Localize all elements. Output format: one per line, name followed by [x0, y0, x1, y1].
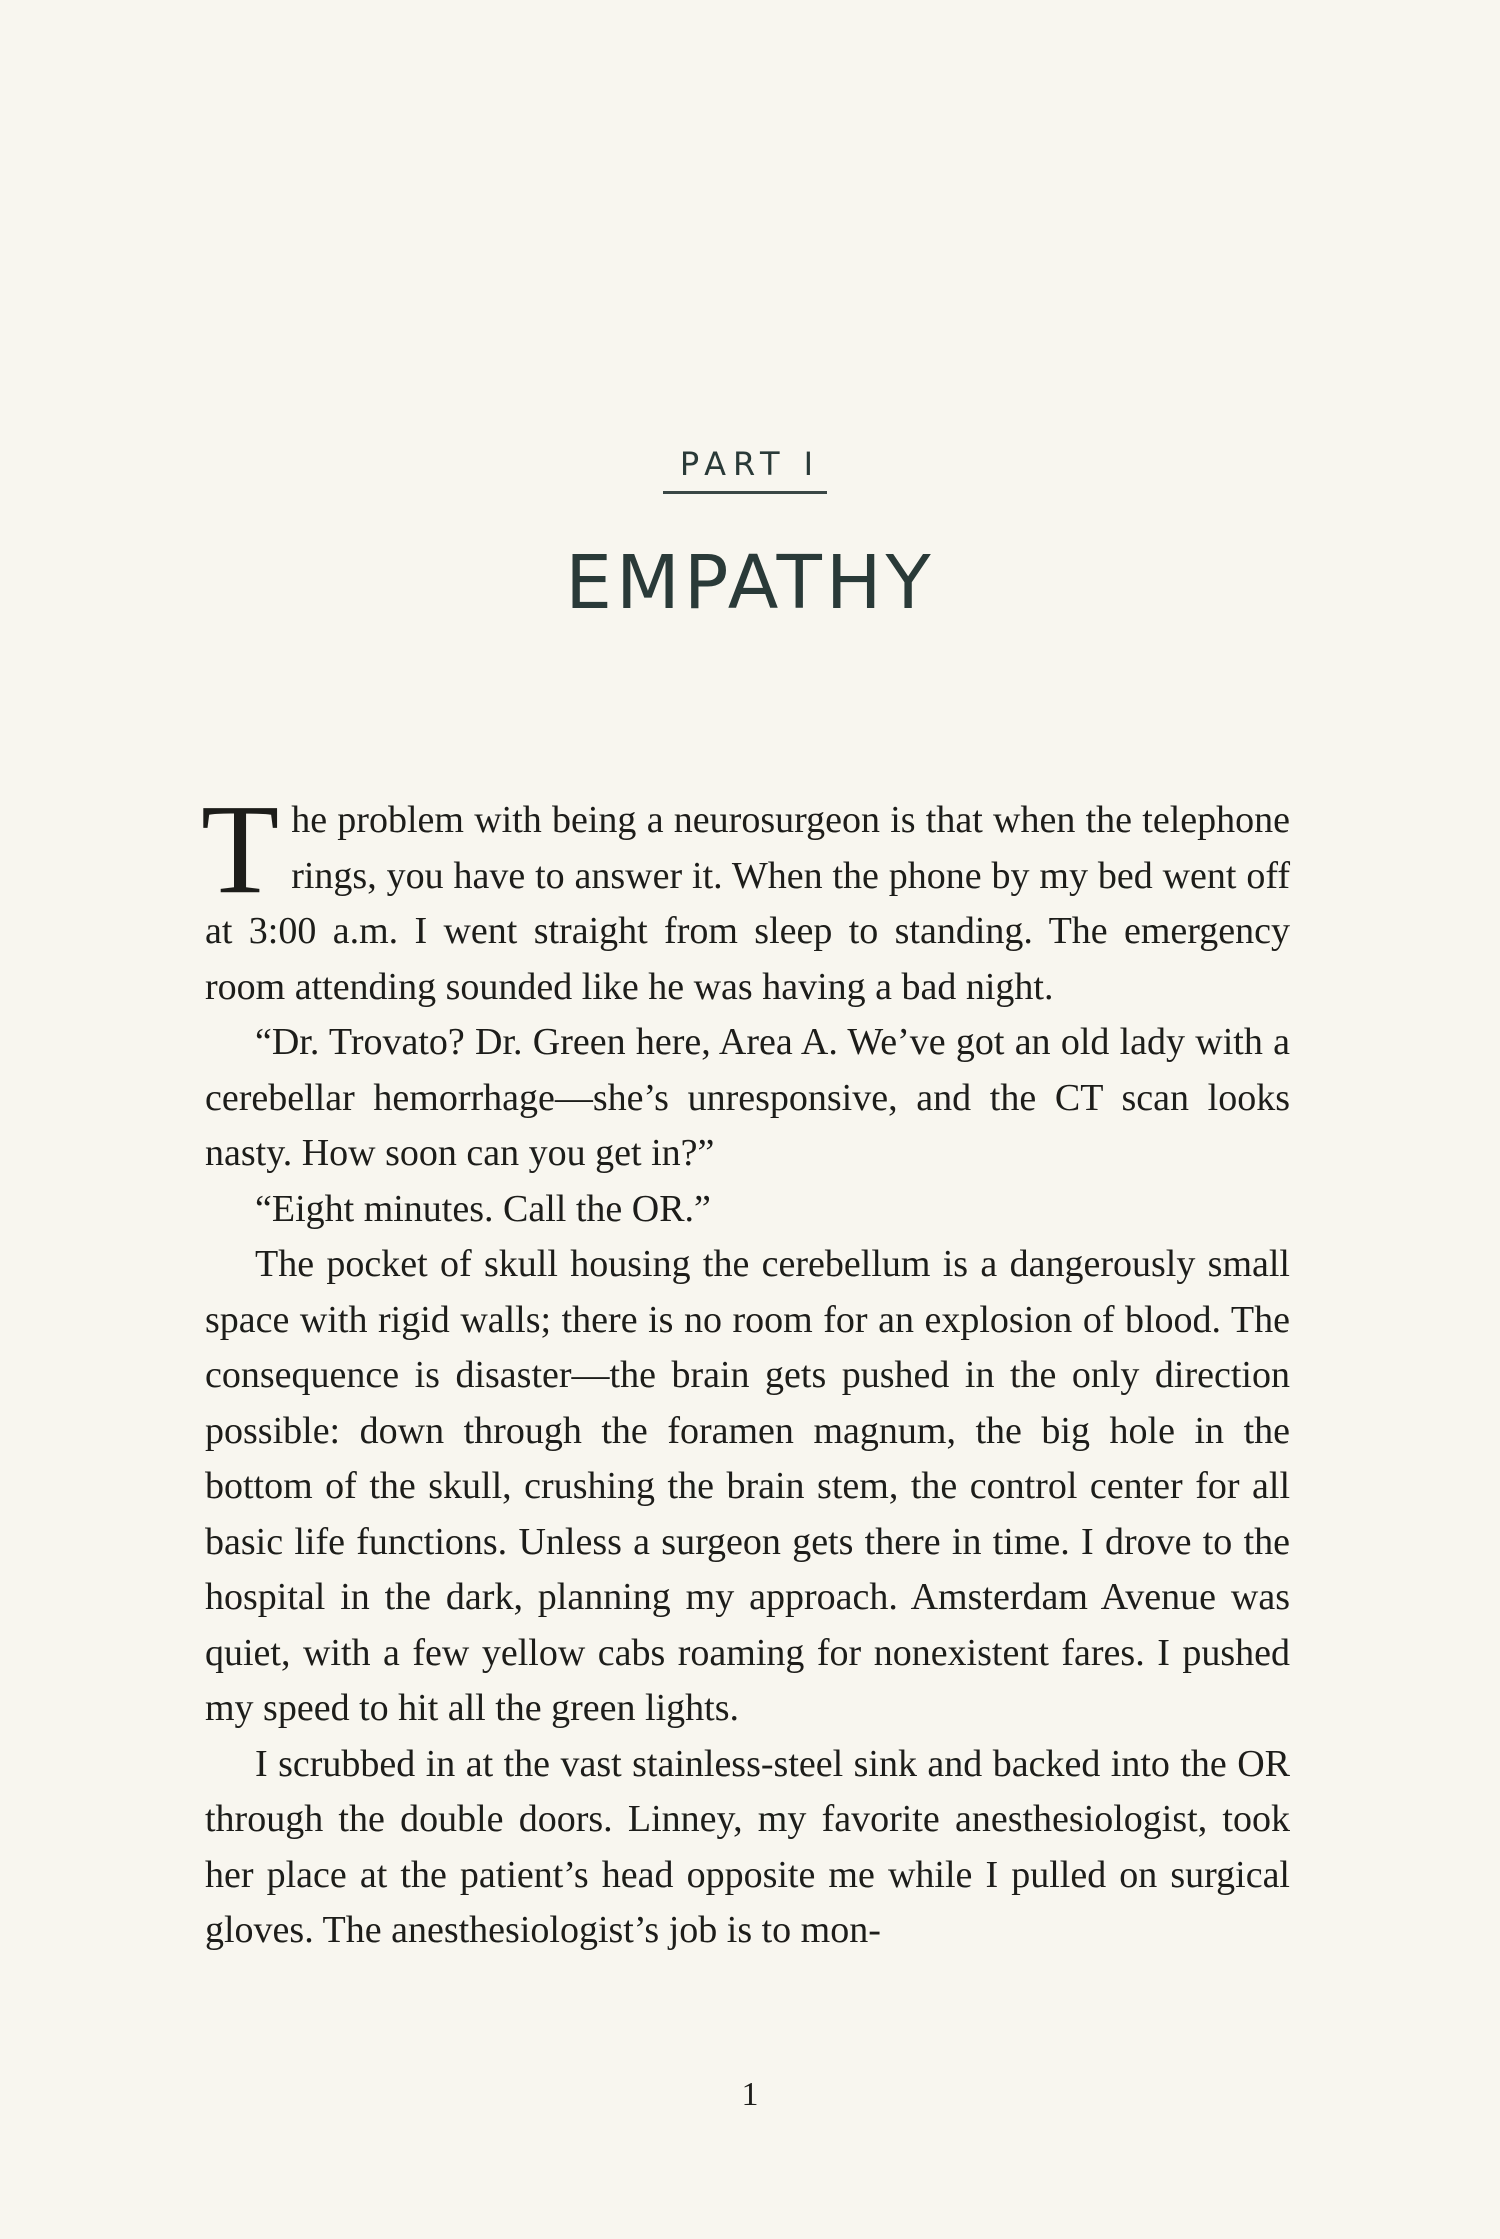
paragraph-1	[201, 778, 1290, 1015]
paragraph-2: “Dr. Trovato? Dr. Green here, Area A. We’ve got an old lady with a cerebellar hemorrhage—she’s unresponsive, and the CT scan looks nasty. How soon can you get in?”	[205, 1021, 1290, 1174]
paragraph-4: The pocket of skull housing the cerebellum is a dangerously small space with rigid walls; there is no room for an explosion of blood. The consequence is disaster—the brain gets pushed in the only direction possible: down through the foramen magnum, the big hole in the bottom of the skull, crushing the brain stem, the control center for all basic life functions. Unless a surgeon gets there in time. I drove to the hospital in the dark, planning my approach. Amsterdam Avenue was quiet, with a few yellow cabs roaming for nonexistent fares. I pushed my speed to hit all the green lights.	[205, 1243, 1290, 1729]
drop-cap: T	[201, 778, 280, 920]
chapter-title: EMPATHY	[565, 540, 935, 626]
page-number: 1	[741, 2076, 759, 2113]
paragraph-5: I scrubbed in at the vast stainless-steel sink and backed into the OR through the double doors. Linney, my favorite anesthesiologist, took her place at the patient’s head opposite me while I pulled on surgical gloves. The anesthesiologist’s job is to mon-	[205, 1742, 1290, 1951]
paragraph-3: “Eight minutes. Call the OR.”	[255, 1187, 711, 1230]
paragraph-1-text: he problem with being a neurosurgeon is that when the telephone rings, you have to answer it. When the phone by my bed went off at 3:00 a.m. I went straight from sleep to standing. The emergency room attending sounded like he was having a bad night.	[205, 799, 1290, 1008]
body-text	[201, 778, 1290, 1959]
part-underline-rule	[663, 491, 827, 494]
part-label: PART I	[679, 445, 821, 483]
